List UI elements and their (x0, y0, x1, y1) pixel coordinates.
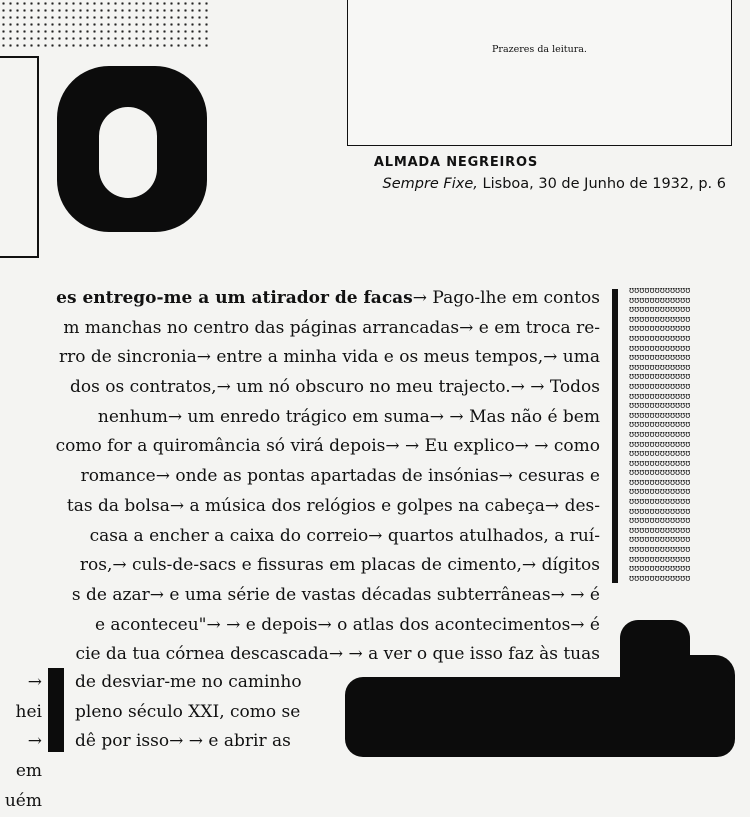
glyph-pattern-right: ʊʊʊʊʊʊʊʊʊʊʊʊ ʊʊʊʊʊʊʊʊʊʊʊʊ ʊʊʊʊʊʊʊʊʊʊʊʊ ʊʊʊʊʊʊʊʊʊʊʊʊ ʊʊʊʊʊʊʊʊʊʊʊʊ ʊʊʊʊʊʊʊʊʊʊʊʊ ʊʊʊʊʊʊʊʊʊʊʊʊ ʊʊʊʊʊʊʊʊʊʊʊʊ ʊʊʊʊʊʊʊʊʊʊʊʊ ʊʊʊʊʊʊʊʊʊʊʊʊ ʊʊʊʊʊʊʊʊʊʊʊʊ ʊʊʊʊʊʊʊʊʊʊʊʊ ʊʊʊʊʊʊʊʊʊʊʊʊ ʊʊʊʊʊʊʊʊʊʊʊʊ ʊʊʊʊʊʊʊʊʊʊʊʊ ʊʊʊʊʊʊʊʊʊʊʊʊ ʊʊʊʊʊʊʊʊʊʊʊʊ ʊʊʊʊʊʊʊʊʊʊʊʊ ʊʊʊʊʊʊʊʊʊʊʊʊ ʊʊʊʊʊʊʊʊʊʊʊʊ ʊʊʊʊʊʊʊʊʊʊʊʊ ʊʊʊʊʊʊʊʊʊʊʊʊ ʊʊʊʊʊʊʊʊʊʊʊʊ ʊʊʊʊʊʊʊʊʊʊʊʊ ʊʊʊʊʊʊʊʊʊʊʊʊ ʊʊʊʊʊʊʊʊʊʊʊʊ ʊʊʊʊʊʊʊʊʊʊʊʊ ʊʊʊʊʊʊʊʊʊʊʊʊ ʊʊʊʊʊʊʊʊʊʊʊʊ ʊʊʊʊʊʊʊʊʊʊʊʊ ʊʊʊʊʊʊʊʊʊʊʊʊ (629, 287, 691, 583)
vertical-bar-right (612, 289, 618, 583)
text-line: nenhum→ um enredo trágico em suma→ → Mas não é bem (97, 406, 600, 427)
text-line: romance→ onde as pontas apartadas de insónias→ cesuras e (80, 466, 600, 487)
text-line-bold: es entrego-me a um atirador de facas (56, 288, 413, 308)
text-line: de desviar-me no caminho (75, 672, 302, 692)
text-line: dos os contratos,→ um nó obscuro no meu trajecto.→ → Todos (69, 377, 600, 398)
credit (374, 155, 726, 192)
text-line: dê por isso→ → e abrir as (75, 731, 291, 752)
credit-source (374, 176, 726, 192)
text-line: e aconteceu"→ → e depois→ o atlas dos acontecimentos→ é (94, 614, 600, 635)
text-line-rest: → Pago-lhe em contos (412, 288, 600, 308)
text-line: → hei (15, 672, 42, 722)
text-line: rro de sincronia→ entre a minha vida e os meus tempos,→ uma (58, 347, 600, 368)
bottom-left-text (0, 668, 42, 817)
vertical-bar-bottom (48, 668, 64, 752)
text-line: → em (15, 731, 42, 782)
text-line: cie da tua córnea descascada→ → a ver o que isso faz às tuas (75, 644, 600, 665)
text-line: m manchas no centro das páginas arrancadas→ e em troca re- (63, 317, 600, 338)
text-line: pleno século XXI, como se (75, 701, 301, 722)
text-line: tas da bolsa→ a música dos relógios e golpes na cabeça→ des- (66, 495, 600, 516)
print-caption: Prazeres da leitura. (492, 44, 587, 55)
credit-author: ALMADA NEGREIROS (373, 155, 538, 170)
black-shape (345, 677, 735, 757)
text-line (0, 284, 600, 314)
bottom-mid-text (75, 668, 335, 757)
text-line: casa a encher a caixa do correio→ quartos atulhados, a ruí- (89, 525, 600, 546)
dot-pattern-top (0, 0, 210, 50)
frame-left (0, 56, 39, 258)
body-text (0, 284, 600, 670)
big-letter-o-counter (99, 107, 157, 198)
text-line: uém (4, 790, 42, 811)
text-line: como for a quiromância só virá depois→ → Eu explico→ → como (55, 436, 600, 457)
print-reproduction (347, 0, 732, 146)
text-line: ros,→ culs-de-sacs e fissuras em placas de cimento,→ dígitos (79, 555, 600, 576)
credit-source-rest: Lisboa, 30 de Junho de 1932, p. 6 (482, 176, 726, 192)
credit-source-title: Sempre Fixe, (382, 176, 478, 192)
text-line: s de azar→ e uma série de vastas décadas subterrâneas→ → é (71, 584, 600, 605)
